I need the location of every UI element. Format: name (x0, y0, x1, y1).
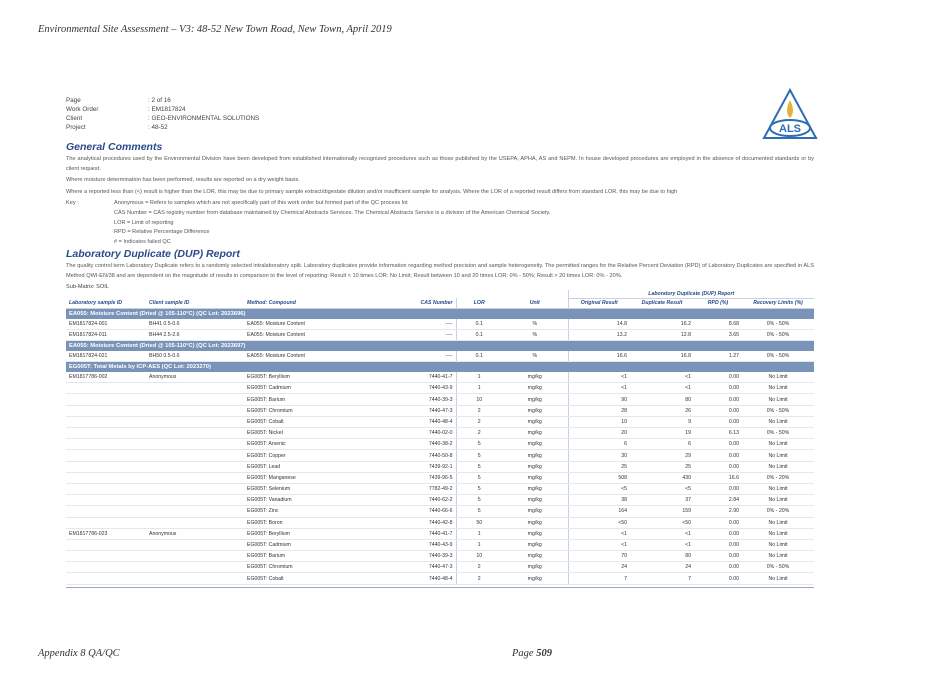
cell-unit: mg/kg (502, 472, 568, 483)
cell-client-sample-id (146, 517, 244, 528)
report-page (66, 97, 814, 588)
table-row (66, 428, 814, 439)
key-item: Anonymous = Refers to samples which are not specifically part of this work order but formed part of the QC process lot (114, 200, 408, 207)
cell-original-result: <1 (568, 539, 630, 550)
meta-value: : GEO-ENVIRONMENTAL SOLUTIONS (148, 115, 260, 122)
cell-recovery-limits: No Limit (742, 383, 814, 394)
cell-client-sample-id (146, 394, 244, 405)
cell-compound: EG005T: Lead (244, 461, 370, 472)
footer-page-label: Page (512, 648, 534, 659)
cell-lor: 5 (456, 450, 502, 461)
key-item: # = Indicates failed QC (114, 238, 171, 245)
cell-original-result: 10 (568, 416, 630, 427)
cell-lor: 5 (456, 495, 502, 506)
cell-compound: EG005T: Barium (244, 551, 370, 562)
cell-duplicate-result: 80 (630, 394, 694, 405)
cell-lab-sample-id: EM1817786-002 (66, 372, 146, 383)
cell-lor: 0.1 (456, 329, 502, 340)
cell-duplicate-result: <1 (630, 539, 694, 550)
cell-lab-sample-id (66, 439, 146, 450)
cell-lor: 50 (456, 517, 502, 528)
cell-lor: 0.1 (456, 351, 502, 362)
cell-lor: 5 (456, 506, 502, 517)
cell-recovery-limits: 0% - 50% (742, 351, 814, 362)
cell-recovery-limits: No Limit (742, 450, 814, 461)
cell-unit: mg/kg (502, 450, 568, 461)
cell-cas-number: 7440-66-6 (370, 506, 456, 517)
table-row (66, 319, 814, 330)
cell-rpd: 0.00 (694, 573, 742, 584)
cell-duplicate-result: <1 (630, 372, 694, 383)
cell-compound: EG005T: Cadmium (244, 383, 370, 394)
cell-rpd: 0.00 (694, 539, 742, 550)
general-comments-p2: Where moisture determination has been performed, results are reported on a dry weight basis. (66, 177, 300, 184)
cell-lab-sample-id (66, 405, 146, 416)
cell-compound: EA055: Moisture Content (244, 351, 370, 362)
table-row (66, 450, 814, 461)
cell-cas-number: 7440-39-3 (370, 394, 456, 405)
cell-recovery-limits: No Limit (742, 416, 814, 427)
cell-original-result: 24 (568, 562, 630, 573)
cell-duplicate-result: 80 (630, 551, 694, 562)
cell-client-sample-id: BH41 0.5-0.6 (146, 319, 244, 330)
table-row (66, 439, 814, 450)
cell-client-sample-id (146, 439, 244, 450)
key-item: CAS Number = CAS registry number from database maintained by Chemical Abstracts Services. The Chemical Abstracts Service is a division of the American Chemical Society. (114, 209, 551, 216)
document-header: Environmental Site Assessment – V3: 48-52 New Town Road, New Town, April 2019 (38, 24, 392, 35)
general-comments-title: General Comments (66, 141, 163, 153)
cell-client-sample-id: Anonymous (146, 528, 244, 539)
cell-lab-sample-id (66, 495, 146, 506)
table-row (66, 394, 814, 405)
cell-unit: mg/kg (502, 573, 568, 584)
cell-unit: mg/kg (502, 372, 568, 383)
cell-client-sample-id: Anonymous (146, 372, 244, 383)
cell-recovery-limits: No Limit (742, 495, 814, 506)
cell-recovery-limits: 0% - 20% (742, 472, 814, 483)
cell-compound: EG005T: Vanadium (244, 495, 370, 506)
cell-duplicate-result: 19 (630, 428, 694, 439)
table-row (66, 483, 814, 494)
cell-cas-number: 7440-42-8 (370, 517, 456, 528)
cell-original-result: <1 (568, 528, 630, 539)
cell-original-result: 38 (568, 495, 630, 506)
cell-client-sample-id (146, 551, 244, 562)
cell-rpd: 2.84 (694, 495, 742, 506)
cell-compound: EA055: Moisture Content (244, 319, 370, 330)
cell-lab-sample-id (66, 539, 146, 550)
dup-report-paragraph: The quality control term Laboratory Duplicate refers to a randomly selected intralaboratory split. Laboratory duplicates provide information regarding method precision and sample heterogeneity. The permitted ranges for the Relative Percent Deviation (RPD) of Laboratory Duplicates are specified in ALS Method QWI-EN/38 and are dependent on the magnitude of results in comparison to the level of reporting: Result < 10 times LOR: No Limit; Result between 10 and 20 times LOR: 0% - 50%; Result > 20 times LOR: 0% - 20%. (66, 263, 814, 279)
cell-client-sample-id (146, 416, 244, 427)
cell-lor: 1 (456, 383, 502, 394)
cell-recovery-limits: No Limit (742, 461, 814, 472)
cell-lab-sample-id (66, 416, 146, 427)
cell-cas-number: 7439-96-5 (370, 472, 456, 483)
cell-recovery-limits: No Limit (742, 372, 814, 383)
cell-original-result: 20 (568, 428, 630, 439)
cell-lab-sample-id: EM1817786-023 (66, 528, 146, 539)
cell-unit: mg/kg (502, 517, 568, 528)
cell-recovery-limits: 0% - 50% (742, 319, 814, 330)
cell-lor: 1 (456, 528, 502, 539)
cell-duplicate-result: 37 (630, 495, 694, 506)
cell-unit: mg/kg (502, 562, 568, 573)
meta-row (66, 97, 466, 106)
cell-recovery-limits: No Limit (742, 539, 814, 550)
cell-rpd: 0.00 (694, 439, 742, 450)
cell-original-result: 14.8 (568, 319, 630, 330)
cell-lor: 2 (456, 428, 502, 439)
meta-key: Page (66, 97, 81, 104)
cell-compound: EG005T: Chromium (244, 562, 370, 573)
cell-client-sample-id (146, 472, 244, 483)
cell-original-result: 164 (568, 506, 630, 517)
cell-duplicate-result: 24 (630, 562, 694, 573)
table-super-header: Laboratory Duplicate (DUP) Report (568, 290, 814, 299)
cell-lor: 2 (456, 573, 502, 584)
cell-rpd: 8.68 (694, 319, 742, 330)
cell-cas-number: 7440-41-7 (370, 372, 456, 383)
cell-cas-number: 7440-38-2 (370, 439, 456, 450)
table-row (66, 383, 814, 394)
cell-rpd: 0.00 (694, 416, 742, 427)
cell-client-sample-id (146, 405, 244, 416)
footer-page-number: 509 (536, 648, 552, 659)
col-header: Unit (502, 298, 568, 308)
group-header-row (66, 340, 814, 351)
cell-lab-sample-id (66, 383, 146, 394)
cell-recovery-limits: No Limit (742, 394, 814, 405)
cell-compound: EG005T: Manganese (244, 472, 370, 483)
cell-recovery-limits: No Limit (742, 573, 814, 584)
table-row (66, 351, 814, 362)
cell-lab-sample-id (66, 551, 146, 562)
cell-cas-number: 7440-43-9 (370, 539, 456, 550)
col-header: CAS Number (370, 298, 456, 308)
cell-lor: 2 (456, 405, 502, 416)
cell-original-result: 30 (568, 450, 630, 461)
key-item: RPD = Relative Percentage Difference (114, 229, 210, 236)
cell-duplicate-result: 25 (630, 461, 694, 472)
meta-value: : 48-52 (148, 124, 168, 131)
cell-unit: mg/kg (502, 461, 568, 472)
cell-cas-number: 7782-49-2 (370, 483, 456, 494)
cell-compound: EG005T: Selenium (244, 483, 370, 494)
cell-unit: % (502, 351, 568, 362)
cell-cas-number: 7440-47-3 (370, 562, 456, 573)
cell-cas-number: ---- (370, 319, 456, 330)
cell-lor: 10 (456, 394, 502, 405)
table-row (66, 573, 814, 584)
cell-lor: 0.1 (456, 319, 502, 330)
cell-rpd: 16.6 (694, 472, 742, 483)
logo-text: ALS (779, 123, 801, 135)
cell-cas-number: 7440-39-3 (370, 551, 456, 562)
cell-cas-number: 7440-50-8 (370, 450, 456, 461)
col-header: Method: Compound (244, 298, 370, 308)
cell-lor: 1 (456, 539, 502, 550)
cell-rpd: 0.00 (694, 450, 742, 461)
dup-table-body (66, 308, 814, 584)
cell-lor: 5 (456, 461, 502, 472)
report-meta (66, 97, 814, 141)
cell-cas-number: 7440-02-0 (370, 428, 456, 439)
cell-unit: % (502, 329, 568, 340)
col-header: Original Result (568, 298, 630, 308)
submatrix-label: Sub-Matrix: SOIL (66, 283, 109, 290)
cell-lab-sample-id (66, 483, 146, 494)
cell-client-sample-id (146, 506, 244, 517)
cell-rpd: 0.00 (694, 483, 742, 494)
cell-client-sample-id (146, 450, 244, 461)
cell-client-sample-id (146, 428, 244, 439)
cell-client-sample-id (146, 483, 244, 494)
cell-rpd: 2.90 (694, 506, 742, 517)
cell-compound: EG005T: Boron (244, 517, 370, 528)
cell-cas-number: 7440-48-4 (370, 573, 456, 584)
cell-client-sample-id (146, 461, 244, 472)
cell-rpd: 0.00 (694, 528, 742, 539)
cell-compound: EG005T: Beryllium (244, 528, 370, 539)
cell-original-result: 25 (568, 461, 630, 472)
cell-unit: mg/kg (502, 394, 568, 405)
cell-rpd: 0.00 (694, 383, 742, 394)
cell-recovery-limits: 0% - 50% (742, 405, 814, 416)
meta-row (66, 115, 466, 124)
cell-lab-sample-id (66, 562, 146, 573)
cell-compound: EG005T: Zinc (244, 506, 370, 517)
table-row (66, 562, 814, 573)
cell-compound: EA055: Moisture Content (244, 329, 370, 340)
cell-unit: mg/kg (502, 495, 568, 506)
cell-unit: mg/kg (502, 405, 568, 416)
cell-compound: EG005T: Barium (244, 394, 370, 405)
cell-lor: 5 (456, 483, 502, 494)
group-header-row (66, 308, 814, 319)
cell-client-sample-id (146, 539, 244, 550)
table-row (66, 539, 814, 550)
cell-rpd: 6.13 (694, 428, 742, 439)
table-row (66, 372, 814, 383)
cell-original-result: 6 (568, 439, 630, 450)
cell-compound: EG005T: Cadmium (244, 539, 370, 550)
cell-recovery-limits: No Limit (742, 528, 814, 539)
cell-rpd: 0.00 (694, 562, 742, 573)
cell-original-result: 508 (568, 472, 630, 483)
cell-compound: EG005T: Copper (244, 450, 370, 461)
cell-lab-sample-id (66, 517, 146, 528)
cell-unit: mg/kg (502, 528, 568, 539)
table-row (66, 405, 814, 416)
cell-lab-sample-id (66, 450, 146, 461)
group-title: EA055: Moisture Content (Dried @ 105-110°C) (QC Lot: 2023697) (66, 340, 814, 351)
table-row (66, 551, 814, 562)
table-row (66, 495, 814, 506)
cell-compound: EG005T: Nickel (244, 428, 370, 439)
cell-rpd: 0.00 (694, 517, 742, 528)
group-title: EA055: Moisture Content (Dried @ 105-110°C) (QC Lot: 2023696) (66, 308, 814, 319)
cell-unit: mg/kg (502, 483, 568, 494)
cell-lor: 2 (456, 416, 502, 427)
general-comments-p1: The analytical procedures used by the Environmental Division have been developed from established internationally recognized procedures such as those published by the USEPA, APHA, AS and NEPM. In house developed procedures are employed in the absence of documented standards or by client request. (66, 156, 814, 172)
table-row (66, 329, 814, 340)
table-row (66, 416, 814, 427)
cell-duplicate-result: 29 (630, 450, 694, 461)
col-header: LOR (456, 298, 502, 308)
cell-recovery-limits: 0% - 20% (742, 506, 814, 517)
cell-duplicate-result: 430 (630, 472, 694, 483)
cell-compound: EG005T: Beryllium (244, 372, 370, 383)
dup-report-title: Laboratory Duplicate (DUP) Report (66, 248, 240, 261)
group-header-row (66, 362, 814, 373)
general-comments-p3: Where a reported less than (<) result is higher than the LOR, this may be due to primary sample extract/digestate dilution and/or insufficient sample for analysis. Where the LOR of a reported result differs from standard LOR, this may be due to high (66, 188, 678, 195)
cell-duplicate-result: <1 (630, 528, 694, 539)
col-header: Recovery Limits (%) (742, 298, 814, 308)
cell-lab-sample-id: EM1817824-011 (66, 329, 146, 340)
col-header: Client sample ID (146, 298, 244, 308)
meta-value: : 2 of 16 (148, 97, 171, 104)
key-label: Key : (66, 200, 79, 207)
cell-compound: EG005T: Cobalt (244, 416, 370, 427)
cell-recovery-limits: 0% - 50% (742, 428, 814, 439)
cell-original-result: 90 (568, 394, 630, 405)
cell-duplicate-result: 12.8 (630, 329, 694, 340)
cell-duplicate-result: 9 (630, 416, 694, 427)
cell-client-sample-id (146, 573, 244, 584)
key-legend (66, 199, 814, 247)
cell-lor: 2 (456, 562, 502, 573)
cell-client-sample-id (146, 495, 244, 506)
meta-value: : EM1817824 (148, 106, 186, 113)
cell-rpd: 0.00 (694, 394, 742, 405)
table-row (66, 472, 814, 483)
cell-original-result: <1 (568, 372, 630, 383)
footer-appendix: Appendix 8 QA/QC (38, 648, 120, 659)
cell-cas-number: 7440-62-2 (370, 495, 456, 506)
table-row (66, 528, 814, 539)
meta-key: Client (66, 115, 83, 122)
cell-rpd: 0.00 (694, 461, 742, 472)
cell-unit: mg/kg (502, 383, 568, 394)
cell-lab-sample-id (66, 461, 146, 472)
cell-recovery-limits: No Limit (742, 551, 814, 562)
group-title: EG005T: Total Metals by ICP-AES (QC Lot: 2023270) (66, 362, 814, 373)
cell-duplicate-result: 16.2 (630, 319, 694, 330)
meta-row (66, 124, 466, 133)
cell-duplicate-result: 7 (630, 573, 694, 584)
cell-rpd: 0.00 (694, 551, 742, 562)
table-bottom-rule (66, 587, 814, 588)
cell-cas-number: 7440-43-9 (370, 383, 456, 394)
cell-lab-sample-id (66, 394, 146, 405)
meta-key: Project (66, 124, 86, 131)
cell-unit: mg/kg (502, 416, 568, 427)
cell-compound: EG005T: Cobalt (244, 573, 370, 584)
cell-recovery-limits: 0% - 50% (742, 329, 814, 340)
cell-duplicate-result: <5 (630, 483, 694, 494)
cell-original-result: <50 (568, 517, 630, 528)
cell-lab-sample-id (66, 428, 146, 439)
cell-rpd: 0.00 (694, 372, 742, 383)
cell-unit: mg/kg (502, 506, 568, 517)
cell-unit: mg/kg (502, 551, 568, 562)
cell-cas-number: 7440-47-3 (370, 405, 456, 416)
cell-lab-sample-id (66, 506, 146, 517)
cell-original-result: 16.6 (568, 351, 630, 362)
cell-compound: EG005T: Chromium (244, 405, 370, 416)
meta-row (66, 106, 466, 115)
cell-rpd: 3.65 (694, 329, 742, 340)
cell-duplicate-result: 26 (630, 405, 694, 416)
cell-lab-sample-id (66, 573, 146, 584)
cell-duplicate-result: 16.8 (630, 351, 694, 362)
table-super-header-spacer (66, 290, 568, 299)
cell-client-sample-id (146, 383, 244, 394)
cell-recovery-limits: 0% - 50% (742, 562, 814, 573)
cell-cas-number: 7439-92-1 (370, 461, 456, 472)
cell-cas-number: ---- (370, 351, 456, 362)
footer-page (512, 648, 552, 659)
cell-cas-number: ---- (370, 329, 456, 340)
key-item: LOR = Limit of reporting (114, 219, 174, 226)
cell-unit: mg/kg (502, 428, 568, 439)
cell-cas-number: 7440-48-4 (370, 416, 456, 427)
cell-lor: 1 (456, 372, 502, 383)
cell-cas-number: 7440-41-7 (370, 528, 456, 539)
cell-original-result: 70 (568, 551, 630, 562)
cell-original-result: 7 (568, 573, 630, 584)
cell-lab-sample-id: EM1817824-001 (66, 319, 146, 330)
col-header: Duplicate Result (630, 298, 694, 308)
meta-key: Work Order (66, 106, 99, 113)
dup-table (66, 290, 814, 585)
cell-rpd: 0.00 (694, 405, 742, 416)
table-row (66, 517, 814, 528)
cell-rpd: 1.27 (694, 351, 742, 362)
table-row (66, 506, 814, 517)
cell-client-sample-id: BH50 0.5-0.6 (146, 351, 244, 362)
cell-duplicate-result: 6 (630, 439, 694, 450)
col-header: Laboratory sample ID (66, 298, 146, 308)
cell-duplicate-result: 159 (630, 506, 694, 517)
cell-original-result: <5 (568, 483, 630, 494)
cell-original-result: 13.2 (568, 329, 630, 340)
cell-duplicate-result: <1 (630, 383, 694, 394)
cell-lab-sample-id: EM1817824-021 (66, 351, 146, 362)
cell-lab-sample-id (66, 472, 146, 483)
table-row (66, 461, 814, 472)
cell-unit: mg/kg (502, 539, 568, 550)
cell-compound: EG005T: Arsenic (244, 439, 370, 450)
cell-recovery-limits: No Limit (742, 517, 814, 528)
cell-client-sample-id: BH44 2.5-2.6 (146, 329, 244, 340)
cell-unit: % (502, 319, 568, 330)
cell-duplicate-result: <50 (630, 517, 694, 528)
cell-client-sample-id (146, 562, 244, 573)
cell-unit: mg/kg (502, 439, 568, 450)
cell-lor: 5 (456, 472, 502, 483)
cell-original-result: 28 (568, 405, 630, 416)
cell-recovery-limits: No Limit (742, 483, 814, 494)
col-header: RPD (%) (694, 298, 742, 308)
cell-original-result: <1 (568, 383, 630, 394)
cell-recovery-limits: No Limit (742, 439, 814, 450)
cell-lor: 5 (456, 439, 502, 450)
cell-lor: 10 (456, 551, 502, 562)
